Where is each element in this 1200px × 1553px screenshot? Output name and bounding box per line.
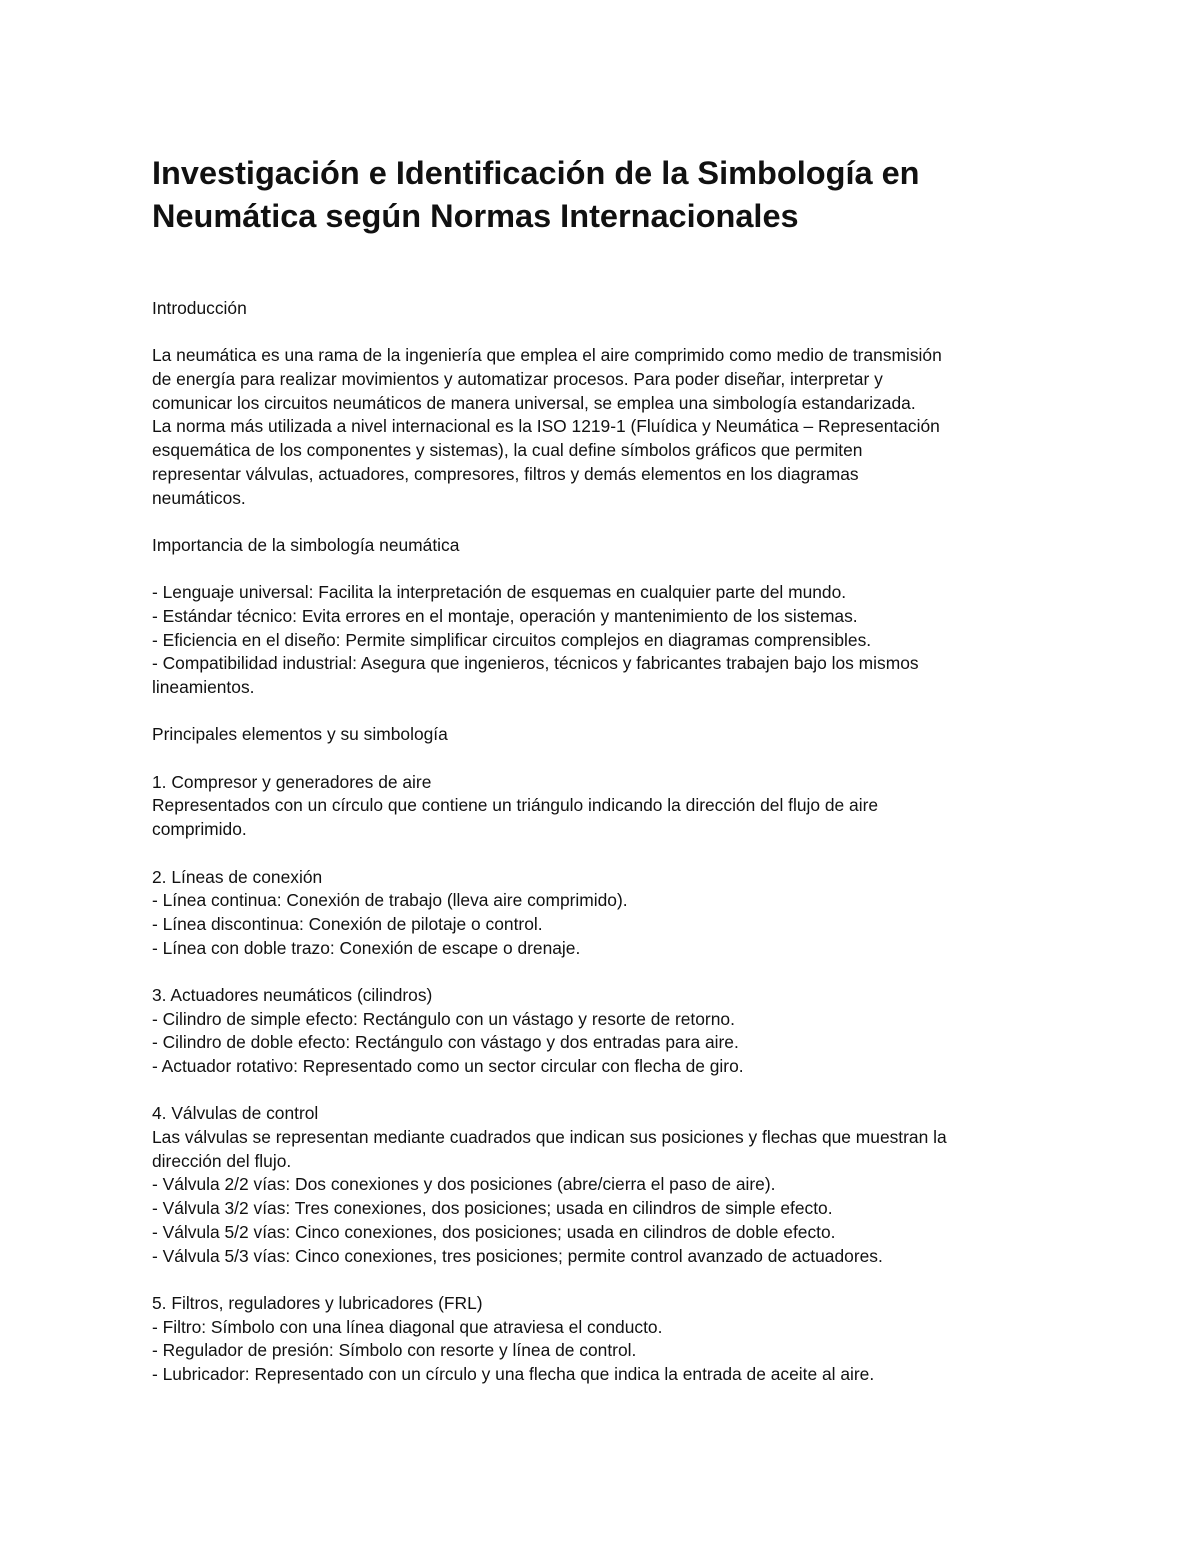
- document-page: [152, 152, 1052, 1387]
- section-connection-lines: [152, 866, 1052, 961]
- section-title: 3. Actuadores neumáticos (cilindros): [152, 984, 433, 1005]
- elements-heading: Principales elementos y su simbología: [152, 724, 448, 745]
- intro-line: de energía para realizar movimientos y automatizar procesos. Para poder diseñar, interpretar y: [152, 369, 883, 390]
- section-frl: [152, 1292, 1052, 1387]
- section-compressor: [152, 771, 1052, 842]
- intro-line: representar válvulas, actuadores, compresores, filtros y demás elementos en los diagramas: [152, 463, 859, 484]
- section-title: 5. Filtros, reguladores y lubricadores (FRL): [152, 1292, 483, 1313]
- intro-line: neumáticos.: [152, 487, 246, 508]
- intro-paragraph: [152, 344, 1052, 510]
- section-actuators: [152, 984, 1052, 1079]
- section-line: - Válvula 3/2 vías: Tres conexiones, dos posiciones; usada en cilindros de simple efecto.: [152, 1198, 833, 1219]
- section-line: - Filtro: Símbolo con una línea diagonal que atraviesa el conducto.: [152, 1316, 663, 1337]
- section-line: - Lubricador: Representado con un círculo y una flecha que indica la entrada de aceite al aire.: [152, 1363, 875, 1384]
- section-line: - Válvula 2/2 vías: Dos conexiones y dos posiciones (abre/cierra el paso de aire).: [152, 1174, 776, 1195]
- importance-list: [152, 581, 1052, 699]
- intro-line: La norma más utilizada a nivel internacional es la ISO 1219-1 (Fluídica y Neumática – Representación: [152, 416, 940, 437]
- section-line: - Regulador de presión: Símbolo con resorte y línea de control.: [152, 1340, 637, 1361]
- section-line: - Válvula 5/2 vías: Cinco conexiones, dos posiciones; usada en cilindros de doble efecto.: [152, 1221, 836, 1242]
- intro-line: comunicar los circuitos neumáticos de manera universal, se emplea una simbología estandarizada.: [152, 392, 916, 413]
- section-line: Las válvulas se representan mediante cuadrados que indican sus posiciones y flechas que muestran la: [152, 1127, 947, 1148]
- section-line: - Cilindro de simple efecto: Rectángulo con un vástago y resorte de retorno.: [152, 1008, 735, 1029]
- section-line: Representados con un círculo que contiene un triángulo indicando la dirección del flujo de aire: [152, 795, 879, 816]
- document-body: [152, 297, 1052, 1387]
- section-title: 1. Compresor y generadores de aire: [152, 771, 432, 792]
- list-item: - Compatibilidad industrial: Asegura que ingenieros, técnicos y fabricantes trabajen bajo los mismos: [152, 653, 919, 674]
- section-line: - Actuador rotativo: Representado como un sector circular con flecha de giro.: [152, 1056, 744, 1076]
- list-item: - Eficiencia en el diseño: Permite simplificar circuitos complejos en diagramas comprensibles.: [152, 629, 872, 650]
- list-item: - Estándar técnico: Evita errores en el montaje, operación y mantenimiento de los sistemas.: [152, 605, 858, 626]
- intro-heading: Introducción: [152, 298, 247, 318]
- section-line: - Cilindro de doble efecto: Rectángulo con vástago y dos entradas para aire.: [152, 1032, 739, 1053]
- importance-heading: Importancia de la simbología neumática: [152, 534, 460, 555]
- section-line: - Válvula 5/3 vías: Cinco conexiones, tres posiciones; permite control avanzado de actuadores.: [152, 1245, 883, 1266]
- title-line-1: Investigación e Identificación de la Simbología en: [152, 155, 920, 191]
- intro-line: esquemática de los componentes y sistemas), la cual define símbolos gráficos que permiten: [152, 440, 863, 461]
- section-valves: [152, 1102, 1052, 1268]
- section-line: comprimido.: [152, 819, 247, 840]
- section-line: - Línea con doble trazo: Conexión de escape o drenaje.: [152, 937, 581, 958]
- list-item: lineamientos.: [152, 677, 255, 697]
- intro-line: La neumática es una rama de la ingeniería que emplea el aire comprimido como medio de transmisión: [152, 345, 942, 366]
- section-title: 2. Líneas de conexión: [152, 866, 323, 887]
- document-title: [152, 152, 1052, 238]
- section-title: 4. Válvulas de control: [152, 1103, 319, 1124]
- list-item: - Lenguaje universal: Facilita la interpretación de esquemas en cualquier parte del mundo.: [152, 582, 847, 603]
- title-line-2: Neumática según Normas Internacionales: [152, 198, 799, 234]
- section-line: dirección del flujo.: [152, 1150, 292, 1171]
- section-line: - Línea continua: Conexión de trabajo (lleva aire comprimido).: [152, 890, 628, 911]
- section-line: - Línea discontinua: Conexión de pilotaje o control.: [152, 913, 543, 934]
